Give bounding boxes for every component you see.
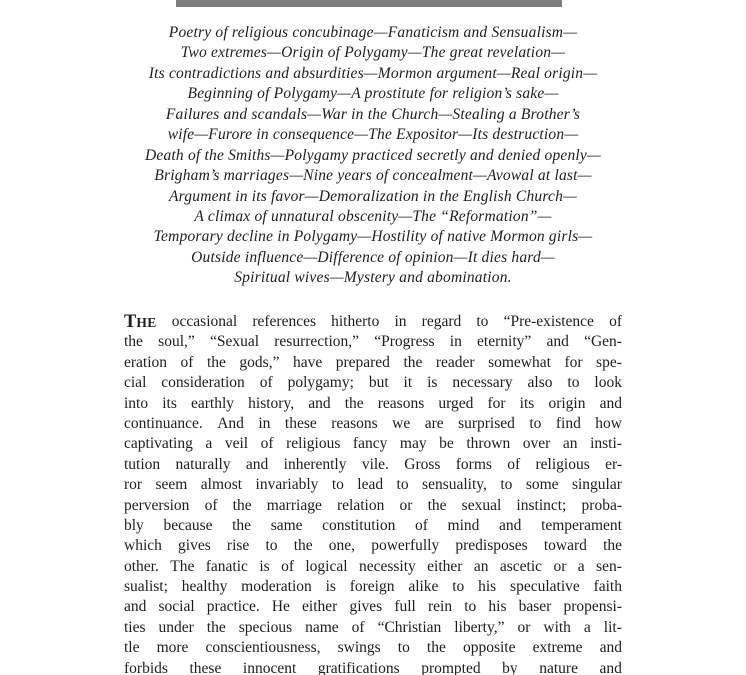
lead-word-rest: HE — [136, 315, 157, 330]
body-paragraph — [124, 312, 622, 675]
summary-line: Temporary decline in Polygamy—Hostility of native Mormon girls— — [153, 228, 593, 246]
summary-line: Two extremes—Origin of Polygamy—The great revelation— — [180, 44, 566, 62]
summary-line: A climax of unnatural obscenity—The “Reformation”— — [194, 207, 552, 225]
body-line: ror seem almost invariably to lead to sensuality, to some singular — [124, 476, 622, 494]
body-line: cial consideration of polygamy; but it is necessary also to look — [124, 374, 622, 392]
body-line: perversion of the marriage relation or the sexual instinct; proba- — [124, 496, 622, 514]
body-line: which gives rise to the one, powerfully predisposes toward the — [124, 537, 622, 555]
summary-line: Outside influence—Difference of opinion—It dies hard— — [191, 248, 555, 266]
body-line: bly because the same constitution of mind and temperament — [124, 516, 622, 534]
summary-line: Argument in its favor—Demoralization in the English Church— — [168, 187, 578, 205]
body-line: tution naturally and inherently vile. Gross forms of religious er- — [124, 455, 622, 473]
body-line: the soul,” “Sexual resurrection,” “Progress in eternity” and “Gen- — [124, 333, 622, 351]
summary-line: Its contradictions and absurdities—Mormon argument—Real origin— — [148, 64, 598, 82]
body-line: into its earthly history, and the reasons urged for its origin and — [124, 394, 622, 412]
summary-line: Death of the Smiths—Polygamy practiced secretly and denied openly— — [145, 146, 601, 164]
summary-line: Brigham’s marriages—Nine years of concealment—Avowal at last— — [154, 167, 592, 185]
chapter-summary — [60, 23, 686, 289]
body-line: other. The fanatic is of logical necessity either an ascetic or a sen- — [124, 557, 622, 575]
summary-line: wife—Furore in consequence—The Expositor—Its destruction— — [167, 126, 579, 144]
summary-line: Poetry of religious concubinage—Fanaticism and Sensualism— — [168, 24, 578, 41]
body-line: continuance. And in these reasons we are surprised to find how — [124, 414, 622, 432]
body-line: ties under the specious name of “Christian liberty,” or with a lit- — [124, 618, 622, 636]
cropped-image-edge-bar — [176, 0, 562, 7]
body-line: forbids these innocent gratifications prompted by nature and — [124, 659, 622, 675]
lead-word-initial: T — [124, 312, 137, 332]
lead-word — [124, 312, 157, 332]
summary-line: Failures and scandals—War in the Church—Stealing a Brother’s — [165, 105, 581, 123]
body-line: eration of the gods,” have prepared the reader somewhat for spe- — [124, 353, 622, 371]
summary-line: Spiritual wives—Mystery and abomination. — [234, 269, 512, 287]
summary-line: Beginning of Polygamy—A prostitute for religion’s sake— — [187, 85, 559, 103]
body-line: captivating a veil of religious fancy may be thrown over an insti- — [124, 435, 622, 453]
body-line: tle more conscientiousness, swings to the opposite extreme and — [124, 639, 622, 657]
body-line: sualist; healthy moderation is foreign alike to his speculative faith — [124, 578, 622, 596]
body-line: and social practice. He either gives full rein to his baser propensi- — [124, 598, 622, 616]
body-line: THE occasional references hitherto in regard to “Pre-existence of — [124, 312, 622, 332]
